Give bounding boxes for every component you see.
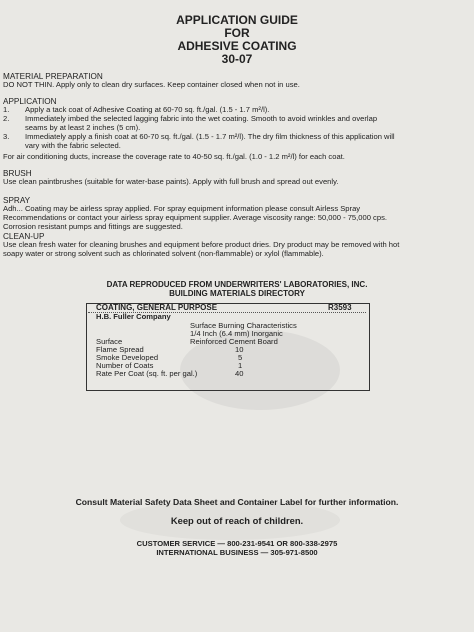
material-prep-heading: MATERIAL PREPARATION — [3, 72, 103, 81]
spray-line-2: Recommendations or contact your airless spray equipment supplier. Average viscosity range: 50,000 - 75,000 cps. — [3, 213, 387, 222]
ul-row-label: Smoke Developed — [96, 353, 159, 362]
ul-row-value: 40 — [235, 369, 244, 378]
ul-row-value: Reinforced Cement Board — [190, 337, 278, 346]
application-step-2-cont: seams by at least 2 inches (5 cm). — [25, 123, 141, 132]
ul-row-label: Flame Spread — [96, 345, 144, 354]
title-line-4: 30-07 — [221, 52, 253, 66]
ul-sbc-line-2: 1/4 Inch (6.4 mm) Inorganic — [190, 329, 283, 338]
ul-sbc-line-1: Surface Burning Characteristics — [190, 321, 297, 330]
brush-text: Use clean paintbrushes (suitable for water-base paints). Apply with full brush and spread out evenly. — [3, 177, 339, 186]
cleanup-line-2: soapy water or strong solvent such as chlorinated solvent (non-flammable) or xylol (flammable). — [3, 249, 324, 258]
spray-heading: SPRAY — [3, 196, 31, 205]
spray-line-1: Adh... Coating may be airless spray applied. For spray equipment information please consult Airless Spray — [3, 204, 361, 213]
step-text: Apply a tack coat of Adhesive Coating at 60-70 sq. ft./gal. (1.5 - 1.7 m²/l). — [25, 105, 270, 114]
ul-company: H.B. Fuller Company — [96, 312, 171, 321]
application-step-3-cont: vary with the fabric selected. — [25, 141, 121, 150]
material-prep-text: DO NOT THIN. Apply only to clean dry surfaces. Keep container closed when not in use. — [3, 80, 300, 89]
cleanup-line-1: Use clean fresh water for cleaning brushes and equipment before product dries. Dry product may be removed with hot — [3, 240, 400, 249]
customer-service: CUSTOMER SERVICE — 800-231-9541 OR 800-338-2975 — [136, 539, 338, 548]
ul-row-label: Rate Per Coat (sq. ft. per gal.) — [96, 369, 198, 378]
ul-code: R3593 — [328, 303, 352, 312]
title-line-3: ADHESIVE COATING — [177, 39, 297, 53]
step-text: Immediately apply a finish coat at 60-70 sq. ft./gal. (1.5 - 1.7 m²/l). The dry film thickness of this application will — [25, 132, 395, 141]
application-heading: APPLICATION — [3, 97, 57, 106]
international-business: INTERNATIONAL BUSINESS — 305-971-8500 — [156, 548, 318, 557]
children-warning: Keep out of reach of children. — [170, 515, 304, 526]
step-number: 1. — [3, 105, 10, 114]
spray-line-3: Corrosion resistant pumps and fittings are suggested. — [3, 222, 183, 231]
ul-row-value: 5 — [238, 353, 243, 362]
step-number: 3. — [3, 132, 10, 141]
title-line-2: FOR — [224, 26, 250, 40]
ul-row-value: 1 — [238, 361, 243, 370]
brush-heading: BRUSH — [3, 169, 32, 178]
msds-notice: Consult Material Safety Data Sheet and Container Label for further information. — [75, 497, 399, 507]
step-text: Immediately imbed the selected lagging fabric into the wet coating. Smooth to avoid wrinkles and overlap — [25, 114, 378, 123]
ducts-text: For air conditioning ducts, increase the coverage rate to 40-50 sq. ft./gal. (1.0 - 1.2 m²/l) for each coat. — [3, 152, 345, 161]
ul-title-1: DATA REPRODUCED FROM UNDERWRITERS' LABORATORIES, INC. — [106, 280, 368, 289]
ul-row-label: Number of Coats — [96, 361, 154, 370]
ul-row-value: 10 — [235, 345, 244, 354]
ul-category: COATING, GENERAL PURPOSE — [96, 303, 218, 312]
title-line-1: APPLICATION GUIDE — [176, 13, 298, 27]
ul-row-label: Surface — [96, 337, 123, 346]
ul-title-2: BUILDING MATERIALS DIRECTORY — [169, 289, 305, 298]
step-number: 2. — [3, 114, 10, 123]
cleanup-heading: CLEAN-UP — [3, 232, 45, 241]
